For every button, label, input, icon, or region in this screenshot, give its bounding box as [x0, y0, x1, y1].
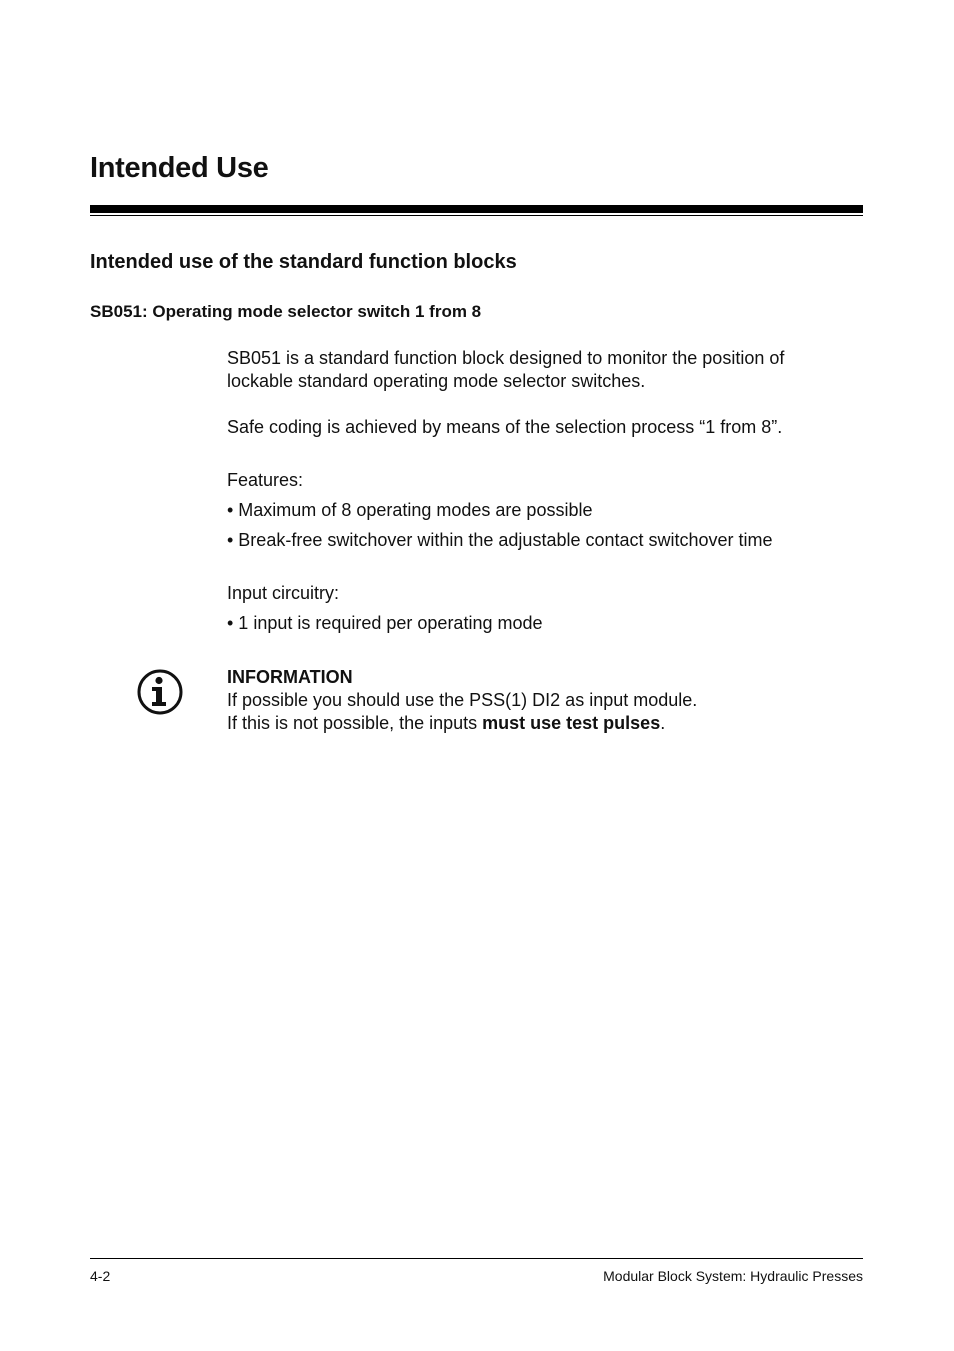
page-number: 4-2 [90, 1268, 111, 1284]
intro-line-1: SB051 is a standard function block designed to monitor the position of [227, 348, 785, 368]
information-text [227, 689, 847, 735]
information-heading: INFORMATION [227, 667, 353, 687]
feature-item: • Break-free switchover within the adjustable contact switchover time [227, 530, 773, 550]
document-title: Modular Block System: Hydraulic Presses [603, 1268, 863, 1284]
chapter-title: Intended Use [90, 152, 269, 184]
feature-item: • Maximum of 8 operating modes are possible [227, 500, 593, 520]
input-item: • 1 input is required per operating mode [227, 613, 543, 633]
information-line-2-prefix: If this is not possible, the inputs [227, 713, 483, 733]
intro-line-2: lockable standard operating mode selector switches. [227, 371, 646, 391]
information-line-1: If possible you should use the PSS(1) DI2 as input module. [227, 690, 698, 710]
footer-rule [90, 1258, 863, 1259]
input-circuitry-label: Input circuitry: [227, 583, 340, 603]
information-emphasis: must use test pulses [482, 713, 661, 733]
section-title: Intended use of the standard function blocks [90, 251, 517, 273]
subsection-title: SB051: Operating mode selector switch 1 from 8 [90, 302, 482, 321]
title-rule-thin [90, 215, 863, 216]
information-line-2-suffix: . [660, 713, 666, 733]
info-icon [136, 668, 184, 716]
title-rule-thick [90, 205, 863, 213]
coding-paragraph: Safe coding is achieved by means of the selection process “1 from 8”. [227, 417, 783, 437]
intro-paragraph [227, 347, 847, 393]
features-label: Features: [227, 470, 304, 490]
